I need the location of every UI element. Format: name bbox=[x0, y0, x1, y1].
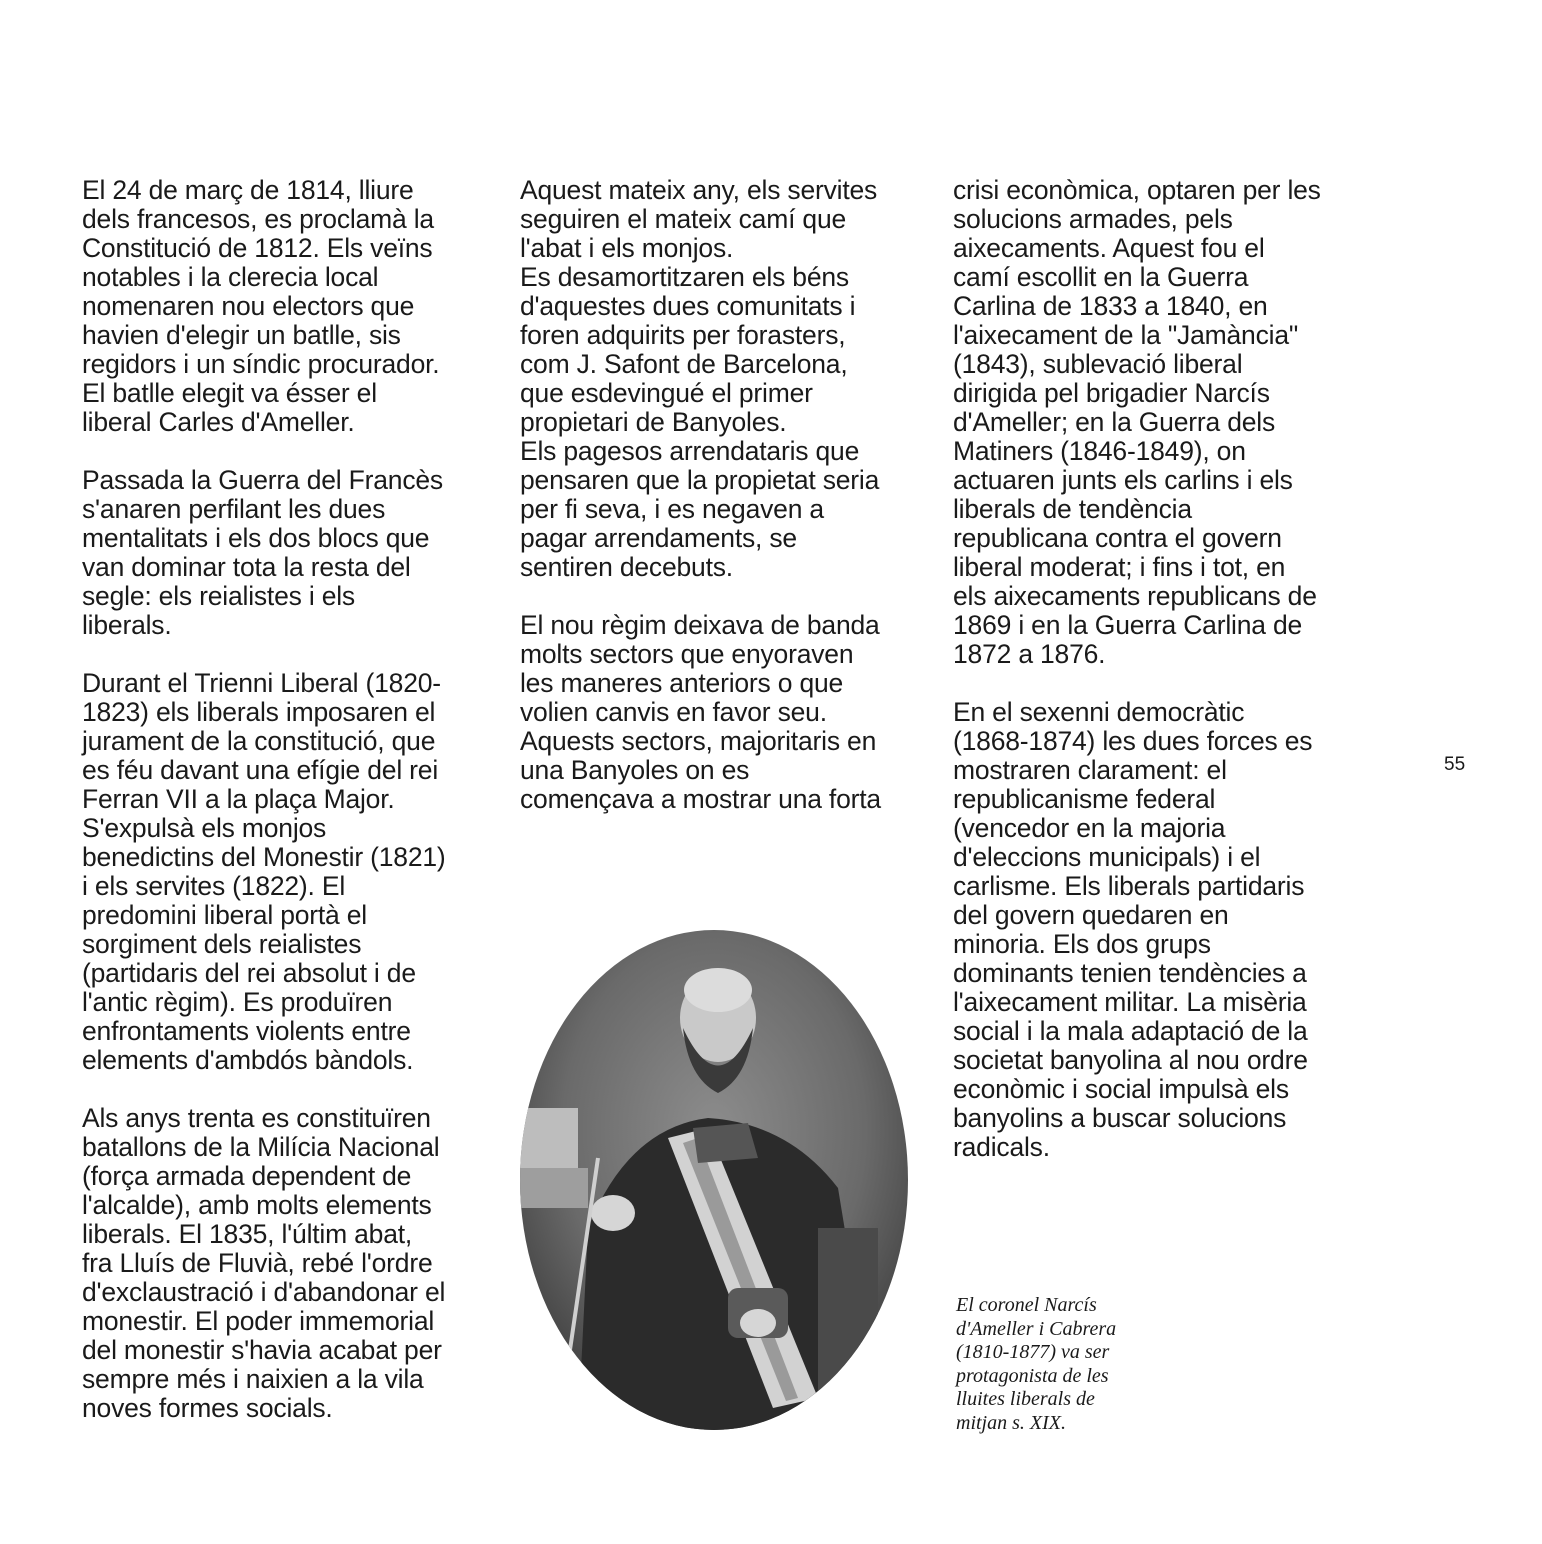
paragraph: El nou règim deixava de banda molts sectors que enyoraven les maneres anteriors o que volien canvis en favor seu. Aquests sectors, majoritaris en una Banyoles on es començava a mostrar una forta bbox=[520, 610, 881, 814]
paragraph: En el sexenni democràtic (1868-1874) les dues forces es mostraren clarament: el republicanisme federal (vencedor en la majoria d'eleccions municipals) i el carlisme. Els liberals partidaris del govern quedaren en minoria. Els dos grups dominants tenien tendències a l'aixecament militar. La misèria social i la mala adaptació de la societat banyolina al nou ordre econòmic i social impulsà els banyolins a buscar solucions radicals. bbox=[953, 697, 1313, 1162]
paragraph: Durant el Trienni Liberal (1820- 1823) els liberals imposaren el jurament de la constitució, que es féu davant una efígie del rei Ferran VII a la plaça Major. S'expulsà els monjos benedictins del Monestir (1821) i els servites (1822). El predomini liberal portà el sorgiment dels reialistes (partidaris del rei absolut i de l'antic règim). Es produïren enfrontaments violents entre elements d'ambdós bàndols. bbox=[82, 668, 446, 1075]
figure-caption: El coronel Narcís d'Ameller i Cabrera (1810-1877) va ser protagonista de les lluites liberals de mitjan s. XIX. bbox=[956, 1294, 1117, 1434]
paragraph: Passada la Guerra del Francès s'anaren perfilant les dues mentalitats i els dos blocs que van dominar tota la resta del segle: els reialistes i els liberals. bbox=[82, 465, 443, 640]
paragraph: El 24 de març de 1814, lliure dels francesos, es proclamà la Constitució de 1812. Els veïns notables i la clerecia local nomenaren nou electors que havien d'elegir un batlle, sis regidors i un síndic procurador. El batlle elegit va ésser el liberal Carles d'Ameller. bbox=[82, 175, 440, 437]
paragraph: Als anys trenta es constituïren batallons de la Milícia Nacional (força armada dependent de l'alcalde), amb molts elements liberals. El 1835, l'últim abat, fra Lluís de Fluvià, rebé l'ordre d'exclaustració i d'abandonar el monestir. El poder immemorial del monestir s'havia acabat per sempre més i naixien a la vila noves formes socials. bbox=[82, 1103, 446, 1423]
text-column-left bbox=[82, 176, 482, 1423]
page-number: 55 bbox=[1444, 754, 1466, 775]
paragraph: crisi econòmica, optaren per les solucions armades, pels aixecaments. Aquest fou el camí escollit en la Guerra Carlina de 1833 a 1840, en l'aixecament de la "Jamància" (1843), sublevació liberal dirigida pel brigadier Narcís d'Ameller; en la Guerra dels Matiners (1846-1849), on actuaren junts els carlins i els liberals de tendència republicana contra el govern liberal moderat; i fins i tot, en els aixecaments republicans de 1869 i en la Guerra Carlina de 1872 a 1876. bbox=[953, 175, 1321, 669]
portrait-photo bbox=[518, 928, 910, 1432]
text-column-middle bbox=[520, 176, 920, 814]
paragraph: Aquest mateix any, els servites seguiren el mateix camí que l'abat i els monjos. Es desamortitzaren els béns d'aquestes dues comunitats i foren adquirits per forasters, com J. Safont de Barcelona, que esdevingué el primer propietari de Banyoles. Els pagesos arrendataris que pensaren que la propietat seria per fi seva, i es negaven a pagar arrendaments, se sentiren decebuts. bbox=[520, 175, 880, 582]
text-column-right bbox=[953, 176, 1353, 1162]
